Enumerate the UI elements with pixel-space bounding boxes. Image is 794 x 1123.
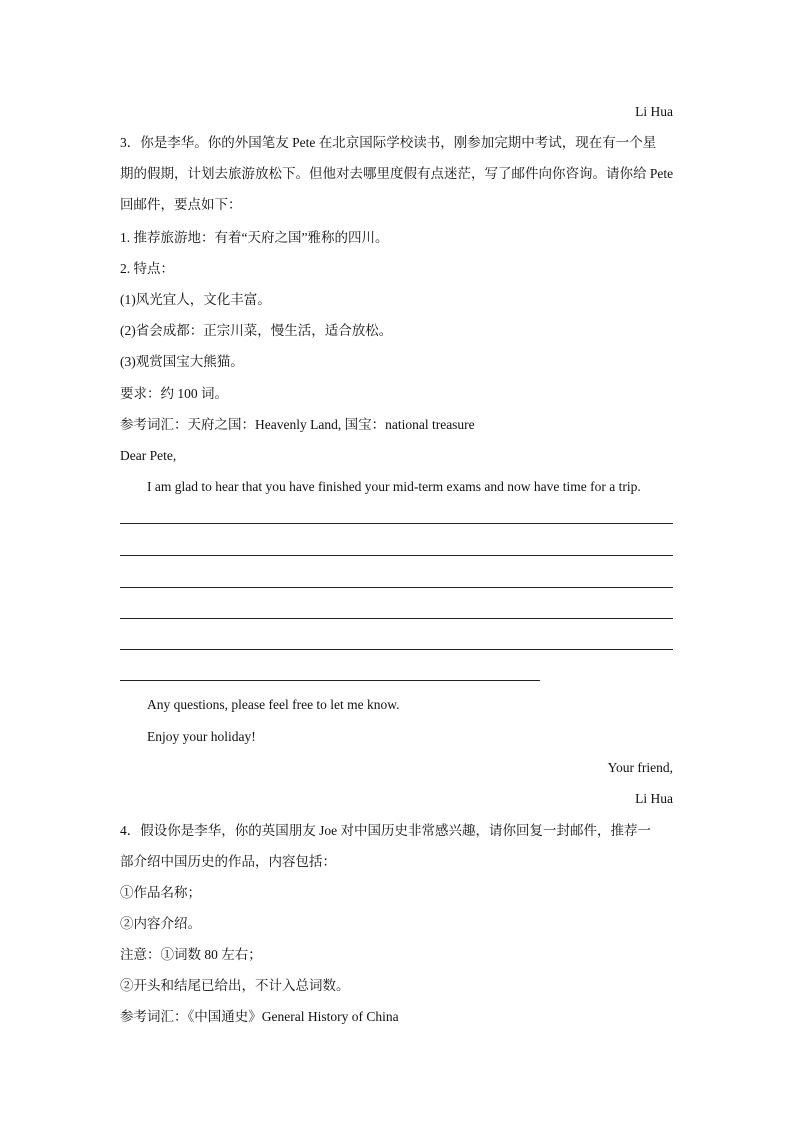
- answer-line: [120, 523, 673, 524]
- q3-vocab: 参考词汇：天府之国：Heavenly Land, 国宝：national treasure: [120, 417, 475, 432]
- q3-point-2: 2. 特点：: [120, 261, 174, 276]
- answer-line: [120, 587, 673, 588]
- q3-intro-line-2: 期的假期，计划去旅游放松下。但他对去哪里度假有点迷茫，写了邮件向你咨询。请你给 Pete: [120, 166, 674, 181]
- answer-line: [120, 555, 673, 556]
- q4-item-2: ②内容介绍。: [120, 916, 201, 931]
- answer-line: [120, 649, 673, 650]
- q3-signature: Li Hua: [635, 791, 673, 806]
- q3-feature-1: (1)风光宜人，文化丰富。: [120, 292, 271, 307]
- q3-closing-1: Any questions, please feel free to let me know.: [147, 697, 400, 712]
- q3-feature-2: (2)省会成都：正宗川菜，慢生活，适合放松。: [120, 323, 393, 338]
- answer-line: [120, 618, 673, 619]
- top-signature: Li Hua: [635, 104, 673, 119]
- q3-requirement: 要求：约 100 词。: [120, 386, 228, 401]
- q3-feature-3: (3)观赏国宝大熊猫。: [120, 354, 244, 369]
- q4-item-1: ①作品名称；: [120, 885, 201, 900]
- q3-greeting: Dear Pete,: [120, 448, 177, 463]
- answer-line: [120, 680, 540, 681]
- q4-note-2: ②开头和结尾已给出，不计入总词数。: [120, 978, 350, 993]
- q3-point-1: 1. 推荐旅游地：有着“天府之国”雅称的四川。: [120, 230, 389, 245]
- q4-vocab: 参考词汇：《中国通史》General History of China: [120, 1009, 399, 1024]
- q4-intro-line-1: 4．假设你是李华，你的英国朋友 Joe 对中国历史非常感兴趣，请你回复一封邮件，推荐一: [120, 823, 651, 838]
- q4-note-1: 注意：①词数 80 左右；: [120, 947, 262, 962]
- q3-opening-sentence: I am glad to hear that you have finished your mid-term exams and now have time for a trip.: [147, 479, 641, 494]
- q3-intro-line-1: 3．你是李华。你的外国笔友 Pete 在北京国际学校读书，刚参加完期中考试，现在有一个星: [120, 135, 657, 150]
- q3-closing-2: Enjoy your holiday!: [147, 729, 256, 744]
- q4-intro-line-2: 部介绍中国历史的作品，内容包括：: [120, 854, 336, 869]
- q3-signoff: Your friend,: [607, 760, 673, 775]
- q3-intro-line-3: 回邮件，要点如下：: [120, 197, 242, 212]
